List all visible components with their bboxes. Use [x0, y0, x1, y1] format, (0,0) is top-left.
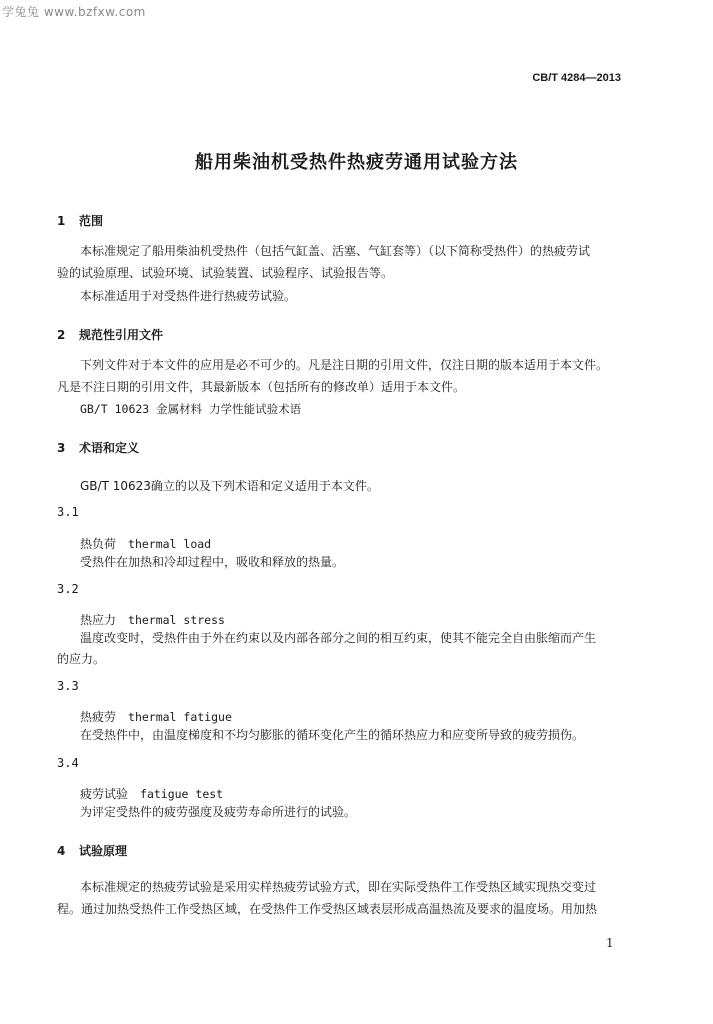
section-3-heading — [57, 439, 139, 456]
term-definition: 受热件在加热和冷却过程中，吸收和释放的热量。 — [80, 555, 345, 569]
section-2-heading — [57, 326, 163, 343]
section-number: 1 — [57, 214, 66, 228]
document-title: 船用柴油机受热件热疲劳通用试验方法 — [195, 152, 518, 173]
term-english: thermal load — [128, 537, 212, 551]
term-entry — [80, 611, 225, 628]
section-4-heading — [57, 842, 127, 859]
term-chinese: 疲劳试验 — [80, 787, 129, 801]
clause-number: 3.3 — [57, 679, 79, 693]
term-entry — [80, 708, 232, 725]
term-definition: 为评定受热件的疲劳强度及疲劳寿命所进行的试验。 — [80, 805, 357, 819]
term-definition: 温度改变时，受热件由于外在约束以及内部各部分之间的相互约束，使其不能完全自由胀缩而产生 — [80, 631, 597, 645]
term-english: thermal stress — [128, 613, 225, 627]
section-title: 术语和定义 — [79, 441, 140, 455]
term-chinese: 热疲劳 — [80, 710, 117, 724]
section-title: 规范性引用文件 — [79, 328, 164, 342]
section-title: 范围 — [79, 214, 104, 228]
term-entry — [80, 785, 223, 802]
term-chinese: 热应力 — [80, 613, 117, 627]
clause-number: 3.1 — [57, 505, 79, 519]
paragraph-line: 程。通过加热受热件工作受热区域，在受热件工作受热区域表层形成高温热流及要求的温度场。用加热 — [57, 902, 598, 916]
term-definition: 在受热件中，由温度梯度和不均匀膨胀的循环变化产生的循环热应力和应变所导致的疲劳损伤。 — [80, 728, 585, 742]
paragraph-line: 本标准适用于对受热件进行热疲劳试验。 — [80, 289, 297, 303]
term-english: fatigue test — [140, 787, 224, 801]
paragraph-line: GB/T 10623确立的以及下列术语和定义适用于本文件。 — [80, 479, 379, 493]
term-definition: 的应力。 — [57, 652, 106, 666]
normative-reference: GB/T 10623 金属材料 力学性能试验术语 — [80, 402, 302, 416]
section-number: 2 — [57, 328, 66, 342]
page-number: 1 — [606, 936, 614, 950]
section-1-heading — [57, 212, 103, 229]
section-number: 3 — [57, 441, 66, 455]
standard-number: CB/T 4284—2013 — [532, 72, 621, 84]
paragraph-line: 验的试验原理、试验环境、试验装置、试验程序、试验报告等。 — [57, 266, 394, 280]
section-title: 试验原理 — [79, 844, 128, 858]
term-english: thermal fatigue — [128, 710, 232, 724]
clause-number: 3.4 — [57, 756, 79, 770]
paragraph-line: 下列文件对于本文件的应用是必不可少的。凡是注日期的引用文件，仅注日期的版本适用于本文件。 — [80, 358, 609, 372]
term-entry — [80, 535, 211, 552]
term-chinese: 热负荷 — [80, 537, 117, 551]
section-number: 4 — [57, 844, 66, 858]
paragraph-line: 凡是不注日期的引用文件，其最新版本（包括所有的修改单）适用于本文件。 — [57, 380, 466, 394]
clause-number: 3.2 — [57, 582, 79, 596]
paragraph-line: 本标准规定的热疲劳试验是采用实样热疲劳试验方式，即在实际受热件工作受热区域实现热交变过 — [80, 880, 597, 894]
watermark: 学兔兔 www.bzfxw.com — [2, 5, 146, 19]
paragraph-line: 本标准规定了船用柴油机受热件（包括气缸盖、活塞、气缸套等）（以下简称受热件）的热疲劳试 — [80, 244, 591, 258]
